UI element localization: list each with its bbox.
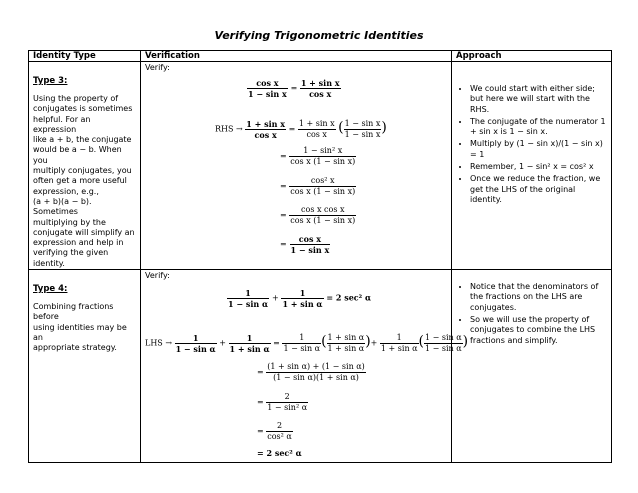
approach-cell — [452, 62, 612, 270]
approach-item: • Notice that the denominators of the fractions on the LHS are conjugates. — [470, 282, 607, 313]
approach-item: • We could start with either side; but here we will start with the RHS. — [470, 84, 607, 115]
header-row — [29, 51, 612, 62]
identity-cell — [29, 270, 141, 463]
approach-item: • Multiply by (1 − sin x)/(1 − sin x) = 1 — [470, 139, 607, 160]
row-type-4 — [29, 270, 612, 463]
step-5: = 2 sec² α — [257, 448, 302, 459]
fraction-numerator: 1 − sin² x — [289, 146, 356, 157]
approach-item: • Once we reduce the fraction, we get the LHS of the original identity. — [470, 174, 607, 205]
header-identity-type: Identity Type — [29, 51, 141, 62]
verification-cell — [141, 270, 469, 463]
fraction-denominator: cos x (1 − sin x) — [290, 157, 356, 166]
step-2: = $\frac{\text{(1 + sin α) + (1 − sin α)}}{\text{(1 − sin α)(1 + sin α)}}$ — [257, 362, 365, 383]
type-label: Type 3: — [33, 76, 68, 86]
header-approach: Approach — [452, 51, 612, 62]
goal-identity: $\frac{1}{\text{1 − sin α}}$ + $\frac{1}{\text{1 + sin α}}$ = 2 sec² α — [228, 288, 372, 310]
fraction-numerator: 1 + sin x — [298, 119, 335, 128]
description-line: (a + b)(a − b). Sometimes — [33, 196, 92, 217]
approach-item: • The conjugate of the numerator 1 + sin x is 1 − sin x. — [470, 117, 607, 138]
rhs-arrow: RHS → — [215, 124, 243, 134]
lhs-arrow: LHS → — [145, 338, 173, 348]
fraction-denominator: cos x (1 − sin x) — [290, 216, 356, 225]
fraction-denominator: cos x — [309, 89, 332, 99]
type-label: Type 4: — [33, 284, 68, 295]
description-line: appropriate strategy. — [33, 343, 117, 353]
approach-list — [456, 282, 607, 346]
fraction-denominator: 1 − sin x — [248, 89, 287, 99]
step-1: LHS → $\frac{1}{\text{1 − sin α}}$ + $\frac{1}{\text{1 + sin α}}$ = $\frac{1}{\text{1 − sin α}}$ ( $\frac{\text{1 + sin α}}{\text{1 + sin α}}$ )+ $\frac{1}{\text{1 + sin α}}$ ( $\frac{\text{1 − sin α}}{\text{1 − sin α}}$ ) — [145, 333, 469, 355]
description-line: verifying the given identity. — [33, 248, 109, 268]
approach-item: • Remember, 1 − sin² x = cos² x — [470, 162, 607, 172]
description-line: multiplying by the — [33, 217, 106, 227]
description-line: helpful. For an expression — [33, 114, 91, 134]
fraction-denominator: cos x — [306, 130, 327, 139]
fraction-numerator: cos² x — [289, 176, 356, 187]
identities-table — [28, 50, 612, 463]
fraction-numerator: (1 + sin α) + (1 − sin α) — [267, 362, 365, 372]
description-line: using identities may be an — [33, 322, 127, 342]
fraction-denominator: cos² α — [267, 432, 292, 442]
fraction-denominator: 1 − sin α — [175, 344, 216, 355]
fraction-numerator: cos x cos x — [289, 205, 356, 216]
goal-identity: $\frac{\text{cos x}}{\text{1 − sin x}}$ = $\frac{\text{1 + sin x}}{\text{cos x}}$ — [248, 78, 340, 99]
fraction-numerator: cos x — [247, 78, 288, 89]
fraction-denominator: cos x (1 − sin x) — [290, 187, 356, 196]
fraction-numerator: 2 — [266, 421, 293, 432]
fraction-numerator: 1 − sin x — [344, 119, 381, 128]
approach-cell — [452, 270, 612, 463]
fraction-denominator: 1 − sin x — [344, 130, 381, 139]
fraction-numerator: cos x — [290, 234, 331, 245]
row-type-3 — [29, 62, 612, 270]
header-verification: Verification — [141, 51, 452, 62]
step-3: = $\frac{\text{cos² x}}{\text{cos x (1 − sin x)}}$ — [280, 176, 356, 196]
approach-item: • So we will use the property of conjugates to combine the LHS fractions and simplify. — [470, 315, 607, 346]
fraction-numerator: 1 + sin α — [327, 333, 365, 343]
identity-cell — [29, 62, 141, 270]
verification-cell — [141, 62, 452, 270]
description-line: would be a − b. When you — [33, 145, 122, 165]
page-title: Verifying Trigonometric Identities — [214, 29, 424, 42]
description-line: like a + b, the conjugate — [33, 135, 132, 145]
fraction-denominator: 1 + sin α — [229, 344, 270, 355]
description-line: expression and help in — [33, 238, 124, 248]
fraction-denominator: 1 + sin α — [380, 344, 418, 354]
step-1: RHS → $\frac{\text{1 + sin x}}{\text{cos x}}$ = $\frac{\text{1 + sin x}}{\text{cos x}}$ ( $\frac{\text{1 − sin x}}{\text{1 − sin x}}$ ) — [215, 119, 387, 140]
fraction-numerator: 1 + sin x — [246, 119, 286, 129]
type-description — [33, 302, 136, 353]
fraction-denominator: 1 − sin x — [290, 245, 330, 255]
description-line: expression, e.g., — [33, 186, 99, 196]
verify-label: Verify: — [145, 63, 170, 72]
description-line: conjugates is sometimes — [33, 104, 133, 114]
step-2: = $\frac{\text{1 − sin² x}}{\text{cos x (1 − sin x)}}$ — [280, 146, 356, 166]
description-line: conjugate will simplify an — [33, 227, 135, 237]
description-line: Combining fractions before — [33, 302, 114, 322]
description-line: multiply conjugates, you — [33, 166, 132, 176]
fraction-denominator: (1 − sin α)(1 + sin α) — [273, 373, 359, 383]
fraction-denominator: 1 − sin α — [228, 299, 269, 310]
fraction-denominator: 1 − sin α — [425, 344, 462, 354]
description-line: often get a more useful — [33, 176, 127, 186]
type-description — [33, 94, 136, 269]
description-line: Using the property of — [33, 94, 119, 103]
math-work — [145, 280, 469, 460]
goal-rhs: = 2 sec² α — [326, 292, 372, 303]
fraction-denominator: cos x — [254, 130, 277, 140]
fraction-numerator: 2 — [266, 392, 308, 403]
approach-list — [456, 84, 607, 205]
step-4: = $\frac{\text{cos x cos x}}{\text{cos x (1 − sin x)}}$ — [280, 205, 356, 225]
step-4: = $\frac{2}{\text{cos² α}}$ — [257, 421, 292, 442]
fraction-denominator: 1 + sin α — [282, 299, 323, 310]
fraction-numerator: 1 − sin α — [425, 333, 462, 343]
fraction-denominator: 1 − sin α — [283, 344, 321, 354]
step-3: = $\frac{2}{\text{1 − sin² α}}$ — [257, 392, 308, 413]
fraction-denominator: 1 + sin α — [327, 344, 365, 354]
fraction-numerator: 1 + sin x — [300, 78, 340, 88]
verify-label: Verify: — [145, 271, 170, 281]
math-work — [145, 72, 447, 260]
fraction-denominator: 1 − sin² α — [267, 403, 308, 413]
step-5: = $\frac{\text{cos x}}{\text{1 − sin x}}$ — [280, 234, 330, 255]
